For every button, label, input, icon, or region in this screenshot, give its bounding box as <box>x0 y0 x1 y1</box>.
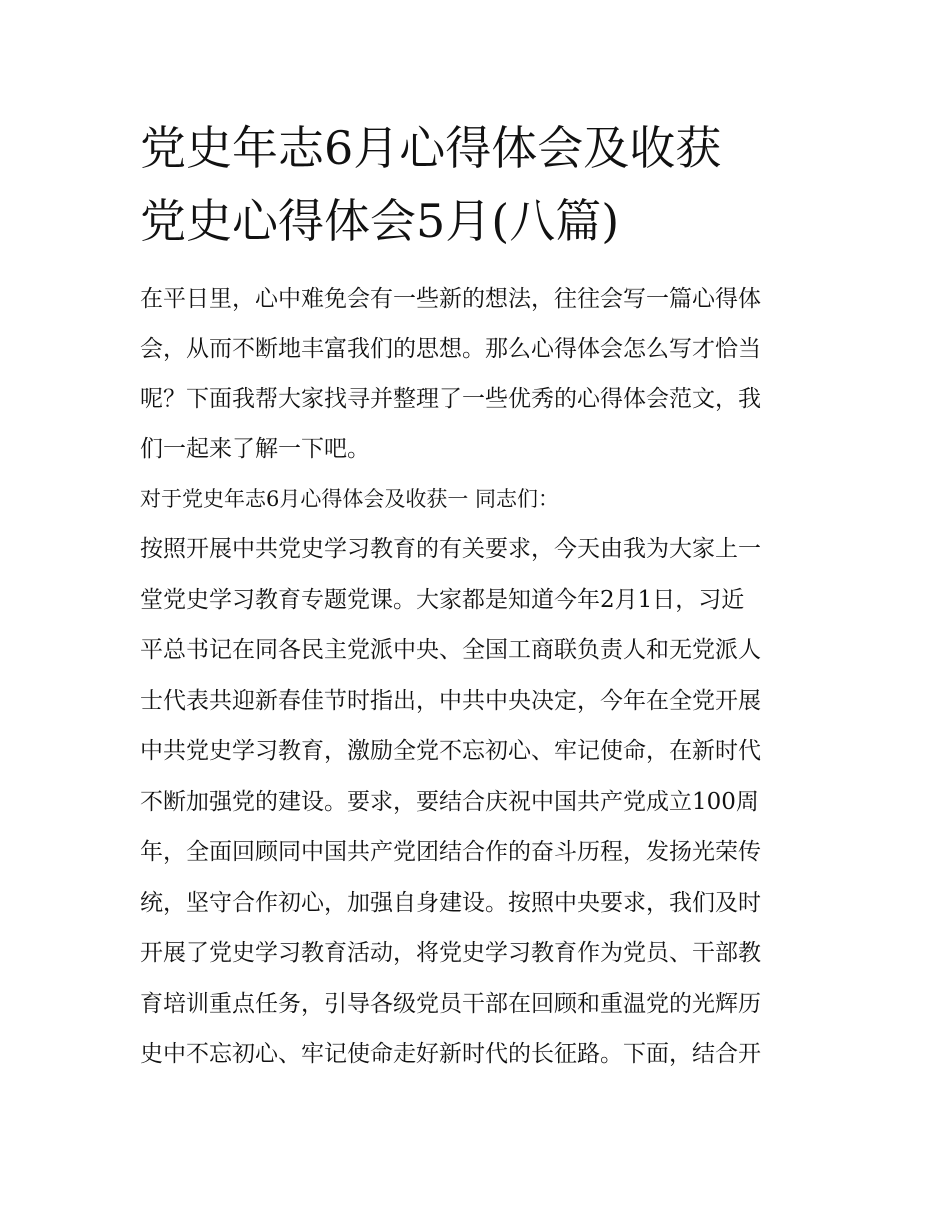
body-line: 年，全面回顾同中国共产党团结合作的奋斗历程，发扬光荣传 <box>140 839 761 865</box>
body-line: 堂党史学习教育专题党课。大家都是知道今年2月1日，习近 <box>140 586 745 613</box>
intro-paragraph <box>140 274 812 474</box>
body-line: 平总书记在同各民主党派中央、全国工商联负责人和无党派人 <box>140 637 761 663</box>
body-line: 开展了党史学习教育活动，将党史学习教育作为党员、干部教 <box>140 940 761 966</box>
document-title <box>140 112 812 258</box>
body-line: 士代表共迎新春佳节时指出，中共中央决定，今年在全党开展 <box>140 687 761 714</box>
body-line: 按照开展中共党史学习教育的有关要求，今天由我为大家上一 <box>140 536 761 562</box>
intro-line: 在平日里，心中难免会有一些新的想法，往往会写一篇心得体 <box>140 286 761 312</box>
body-line: 中共党史学习教育，激励全党不忘初心、牢记使命，在新时代 <box>140 738 761 764</box>
intro-line: 们一起来了解一下吧。 <box>140 436 370 462</box>
section-heading: 对于党史年志6月心得体会及收获一 同志们： <box>140 487 560 511</box>
intro-line: 会，从而不断地丰富我们的思想。那么心得体会怎么写才恰当 <box>140 336 761 362</box>
title-line-1: 党史年志6月心得体会及收获 <box>140 121 722 175</box>
body-line: 不断加强党的建设。要求，要结合庆祝中国共产党成立100周 <box>140 788 759 815</box>
body-line: 统，坚守合作初心，加强自身建设。按照中央要求，我们及时 <box>140 889 761 916</box>
body-line: 育培训重点任务，引导各级党员干部在回顾和重温党的光辉历 <box>140 990 761 1017</box>
intro-line: 呢？下面我帮大家找寻并整理了一些优秀的心得体会范文，我 <box>140 386 761 412</box>
body-paragraph <box>140 524 812 1080</box>
document-page <box>140 112 812 1080</box>
title-line-2: 党史心得体会5月(八篇) <box>140 194 620 248</box>
body-line: 史中不忘初心、牢记使命走好新时代的长征路。下面，结合开 <box>140 1041 761 1067</box>
